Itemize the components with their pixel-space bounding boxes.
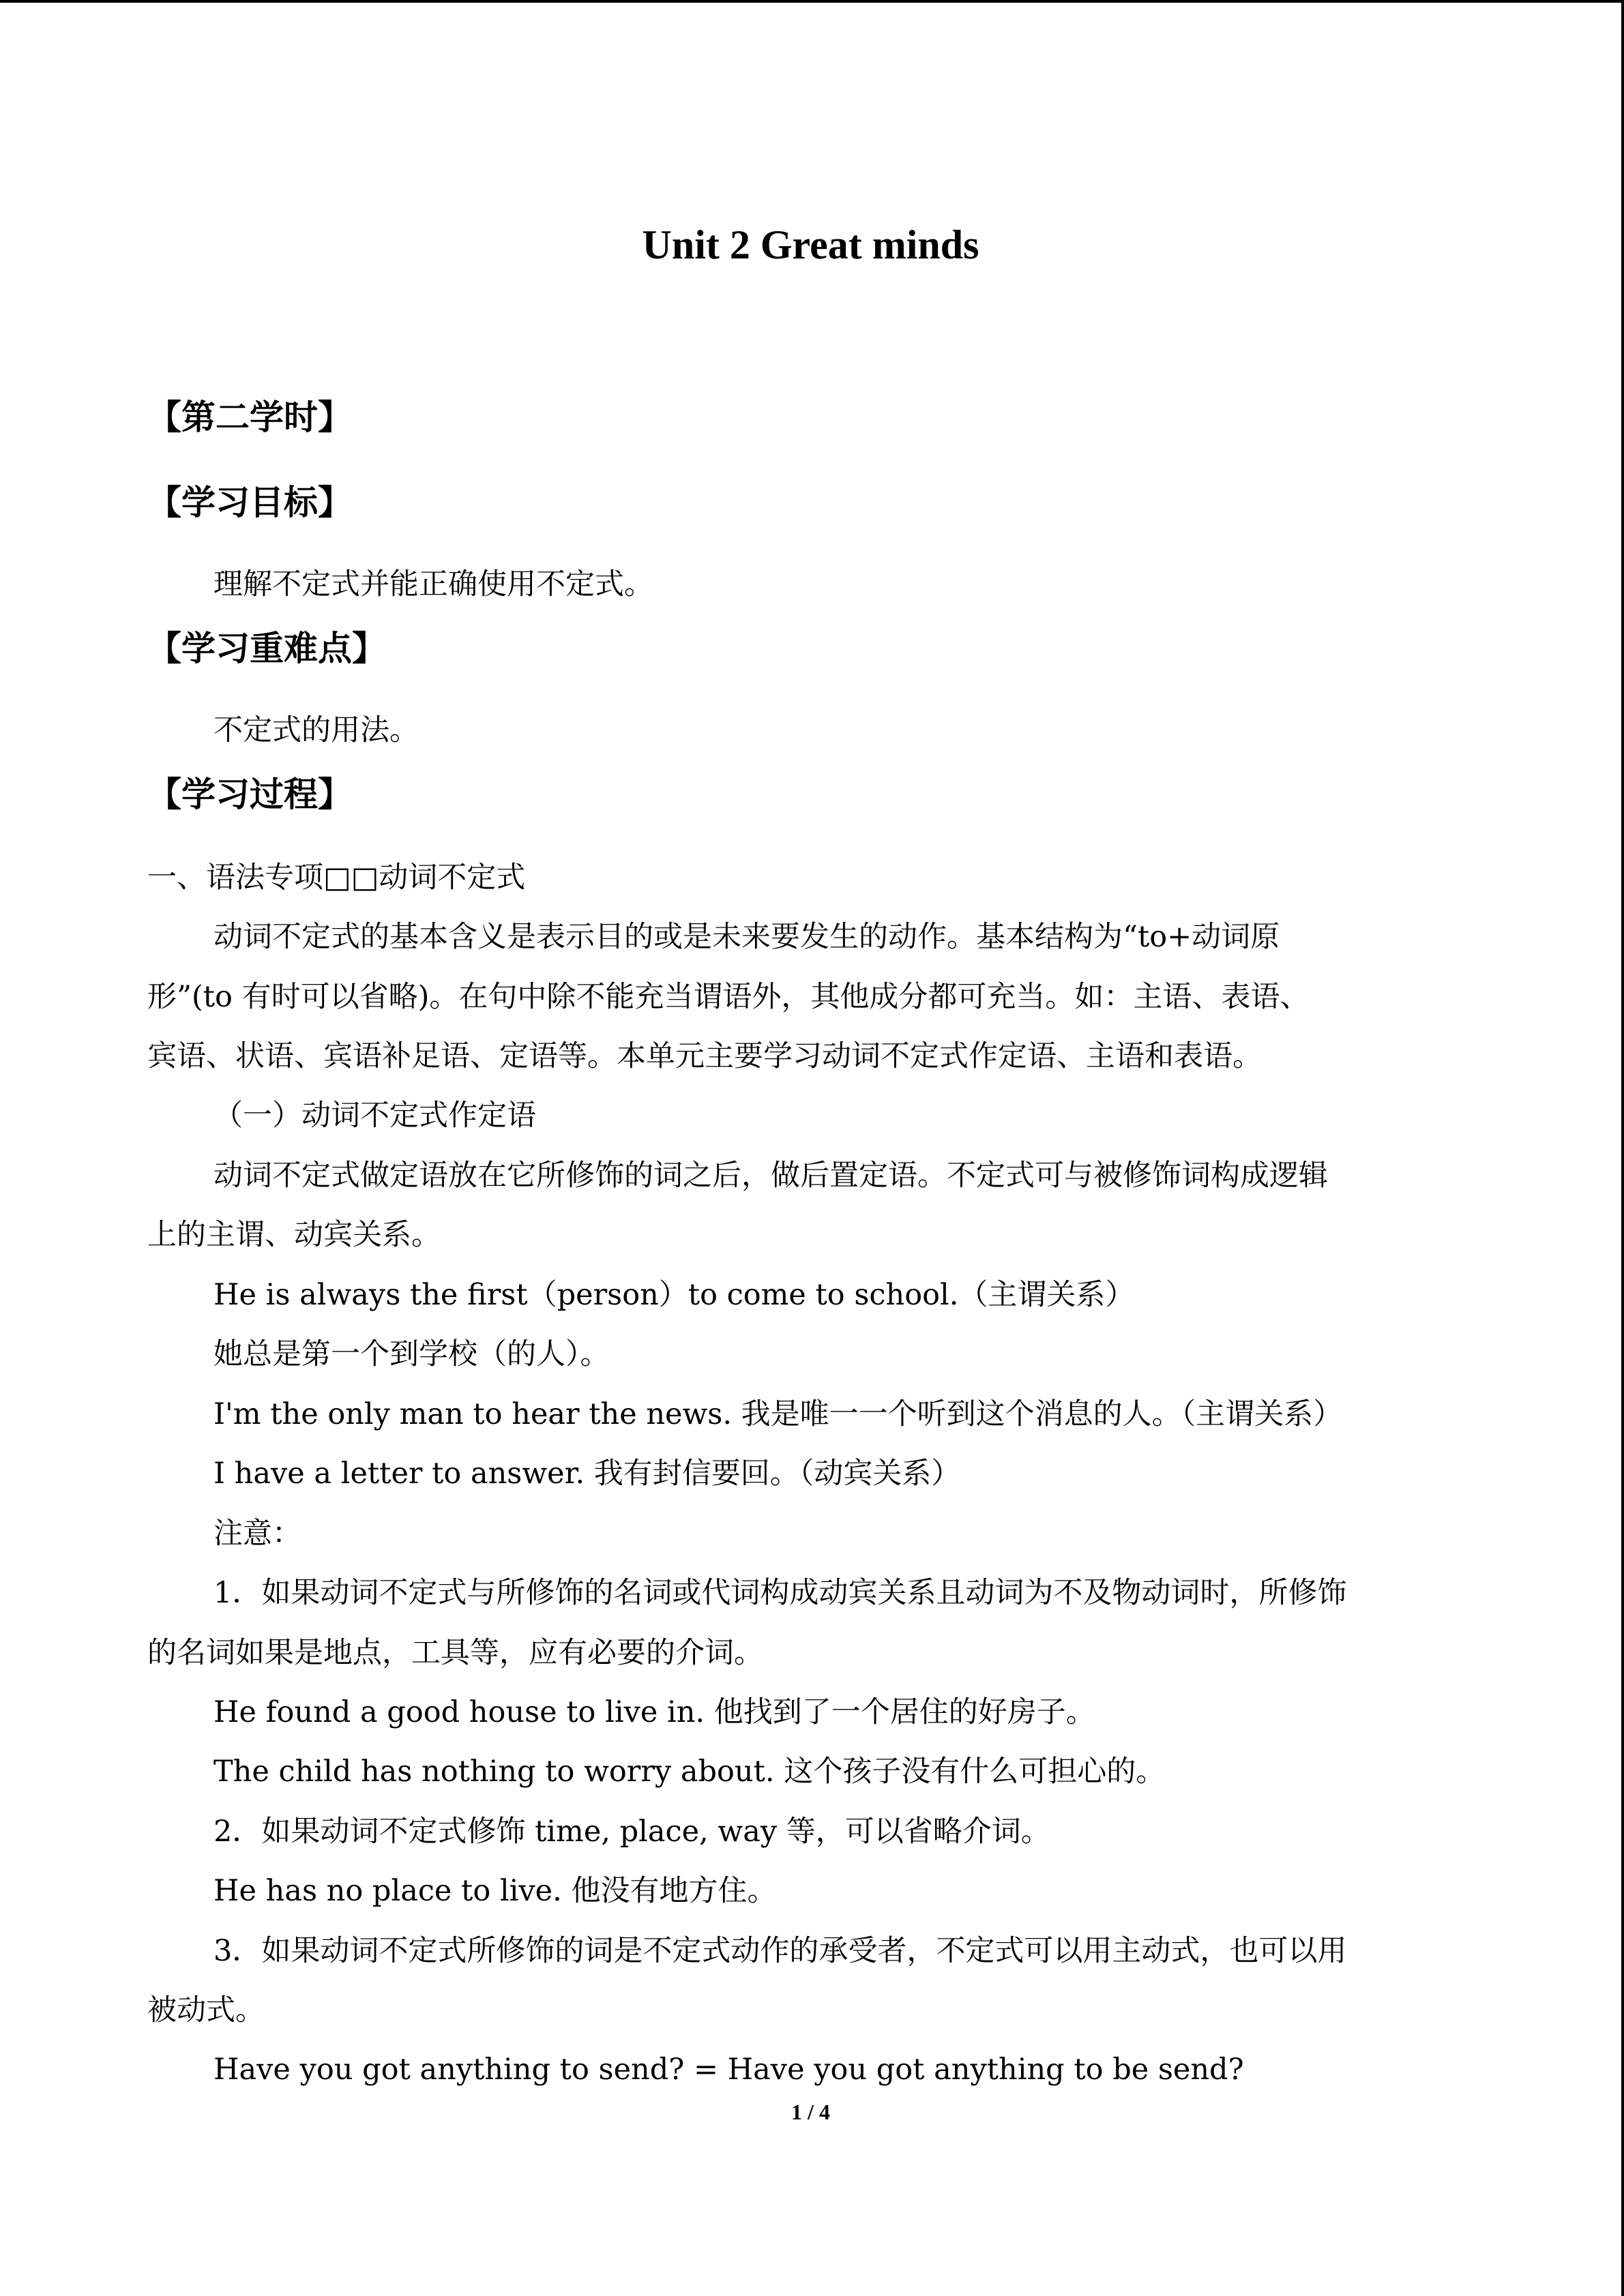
note-item: 1．如果动词不定式与所修饰的名词或代词构成动宾关系且动词为不及物动词时，所修饰 bbox=[213, 1576, 1347, 1610]
note-item: 3．如果动词不定式所修饰的词是不定式动作的承受者，不定式可以用主动式，也可以用 bbox=[213, 1934, 1347, 1968]
body-line: 动词不定式做定语放在它所修饰的词之后，做后置定语。不定式可与被修饰词构成逻辑 bbox=[213, 1159, 1328, 1193]
body-line: 形”(to 有时可以省略)。在句中除不能充当谓语外，其他成分都可充当。如：主语、表语、 bbox=[147, 980, 1310, 1014]
note-item-cont: 被动式。 bbox=[147, 1993, 265, 2027]
heading-period: 【第二学时】 bbox=[147, 398, 352, 437]
section-title: 一、语法专项□□动词不定式 bbox=[147, 861, 526, 895]
heading-goals: 【学习目标】 bbox=[147, 483, 352, 522]
example-sentence: He has no place to live. 他没有地方住。 bbox=[213, 1874, 777, 1908]
note-item: 2．如果动词不定式修饰 time, place, way 等，可以省略介词。 bbox=[213, 1815, 1050, 1849]
body-line: 上的主谓、动宾关系。 bbox=[147, 1218, 441, 1252]
body-line: 动词不定式的基本含义是表示目的或是未来要发生的动作。基本结构为“to+动词原 bbox=[213, 920, 1280, 954]
example-sentence: He is always the first（person）to come to school.（主谓关系） bbox=[213, 1278, 1135, 1312]
goals-text: 理解不定式并能正确使用不定式。 bbox=[213, 567, 653, 601]
heading-focus: 【学习重难点】 bbox=[147, 629, 386, 668]
document-title: Unit 2 Great minds bbox=[642, 222, 979, 267]
example-sentence: I have a letter to answer. 我有封信要回。（动宾关系） bbox=[213, 1457, 961, 1491]
body-line: 宾语、状语、宾语补足语、定语等。本单元主要学习动词不定式作定语、主语和表语。 bbox=[147, 1039, 1262, 1073]
note-item-cont: 的名词如果是地点，工具等，应有必要的介词。 bbox=[147, 1636, 763, 1670]
note-label: 注意： bbox=[213, 1517, 301, 1551]
example-sentence: The child has nothing to worry about. 这个孩子没有什么可担心的。 bbox=[213, 1755, 1166, 1789]
example-sentence: I'm the only man to hear the news. 我是唯一一个听到这个消息的人。（主谓关系） bbox=[213, 1397, 1343, 1431]
example-sentence: He found a good house to live in. 他找到了一个居住的好房子。 bbox=[213, 1695, 1095, 1729]
heading-process: 【学习过程】 bbox=[147, 775, 352, 814]
subsection-title: （一）动词不定式作定语 bbox=[213, 1099, 536, 1133]
focus-text: 不定式的用法。 bbox=[213, 713, 419, 747]
page-number: 1 / 4 bbox=[791, 2100, 830, 2124]
example-sentence: Have you got anything to send? = Have you got anything to be send? bbox=[213, 2053, 1244, 2087]
example-translation: 她总是第一个到学校（的人）。 bbox=[213, 1337, 610, 1371]
